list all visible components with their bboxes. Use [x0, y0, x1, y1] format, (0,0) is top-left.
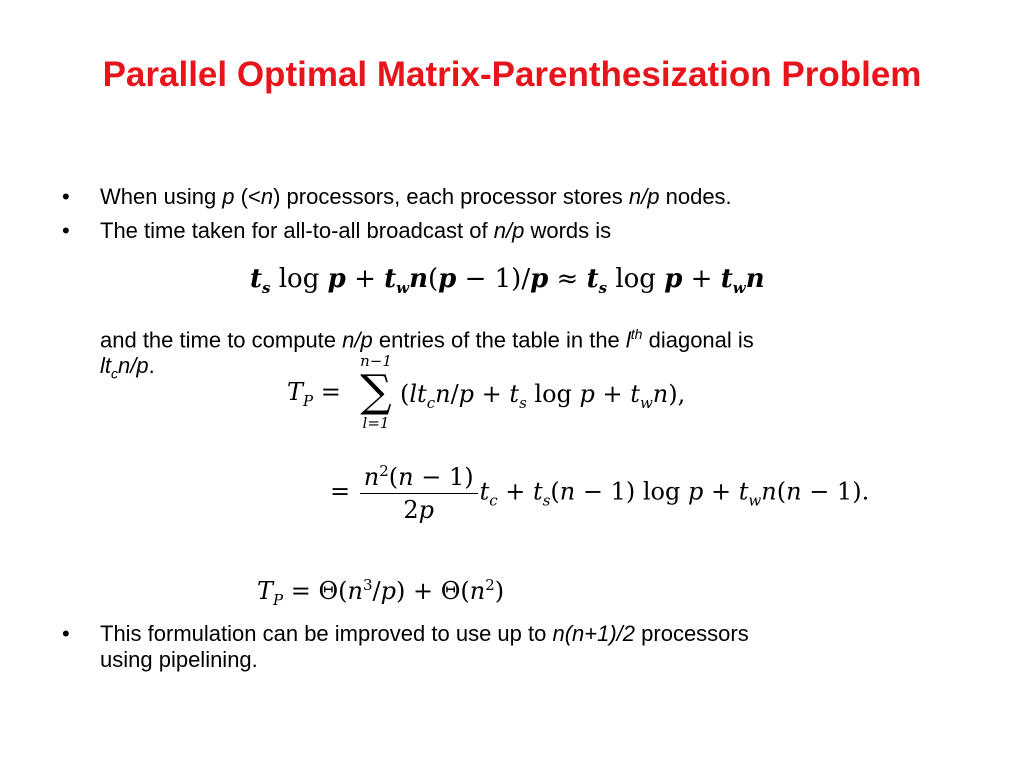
var-l: l: [625, 327, 631, 353]
bullet-text: This formulation can be improved to use up to: [100, 621, 553, 646]
para-text: entries of the table in the: [372, 327, 626, 353]
equation-broadcast-time: $t_s$ $\log p + t_wn(p - 1)/p \approx t_s$ $\log p + t_wn$: [250, 264, 765, 298]
var-np: n/p: [118, 353, 149, 379]
bullet-text: The time taken for all-to-all broadcast of: [100, 218, 494, 243]
sum-upper-limit: n−1: [360, 352, 392, 370]
bullet-marker: •: [62, 184, 70, 209]
bullet-text: ) processors, each processor stores: [273, 184, 629, 209]
var-np: n/p: [493, 218, 525, 243]
bullet-text-line2: using pipelining.: [100, 647, 258, 672]
para-period: .: [148, 353, 155, 379]
bullet-text: nodes.: [659, 184, 732, 209]
para-text: and the time to compute: [100, 327, 343, 353]
bullet-text: words is: [524, 218, 612, 243]
sum-lower-limit: l=1: [362, 414, 390, 432]
equation-tp-expanded: = $\frac{n^2(n - 1)}{2p}$ $t_c + t_s(n - 1)$ $\log p + t_wn(n - 1)$.: [330, 462, 870, 524]
bullet-text: When using: [100, 184, 223, 209]
bullet-text: (<: [234, 184, 261, 209]
superscript-th: th: [630, 326, 643, 342]
summation-symbol: n−1 ∑ l=1: [360, 352, 392, 432]
bullet-marker: •: [62, 218, 70, 243]
bullet-text: processors: [635, 621, 749, 646]
equation-tp-theta: $T_P = \Theta(n^3/p) + \Theta(n^2)$: [257, 576, 505, 609]
equation-tp-sum: $T_P$ =: [287, 378, 341, 410]
para-text: diagonal is: [642, 327, 754, 353]
bullet-marker: •: [62, 621, 70, 646]
subscript-c: c: [111, 365, 118, 382]
diagonal-compute-paragraph: [100, 321, 960, 387]
var-expr: n(n+1)/2: [552, 621, 636, 646]
page-title: Parallel Optimal Matrix-Parenthesization Problem: [102, 55, 922, 94]
var-p: p: [222, 184, 235, 209]
var-n: n: [260, 184, 274, 209]
var-np: n/p: [628, 184, 660, 209]
equation-tp-sum-body: ($lt_cn/p + t_s$ $\log p + t_wn$),: [400, 380, 686, 412]
var-lt: lt: [100, 353, 111, 379]
var-np: n/p: [342, 327, 373, 353]
fraction: $\frac{n^2(n - 1)}{2p}$: [360, 462, 478, 524]
